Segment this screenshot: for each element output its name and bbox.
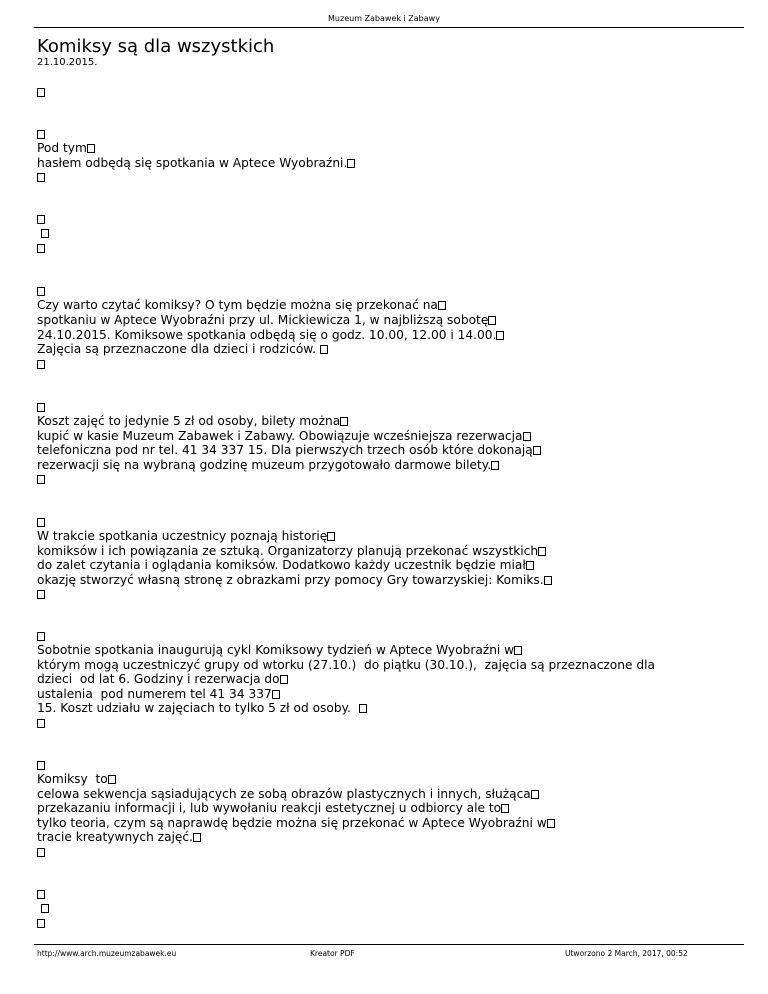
text-line <box>37 800 509 816</box>
placeholder-line <box>37 225 49 241</box>
missing-glyph-icon <box>37 475 45 484</box>
footer-divider <box>34 944 744 945</box>
missing-glyph-icon <box>347 159 355 168</box>
missing-glyph-icon <box>544 576 552 585</box>
placeholder-line <box>37 240 45 256</box>
missing-glyph-icon <box>193 833 201 842</box>
missing-glyph-icon <box>37 848 45 857</box>
line-text: komiksów i ich powiązania ze sztuką. Organizatorzy planują przekonać wszystkich <box>37 544 539 558</box>
text-line <box>37 528 335 544</box>
missing-glyph-icon <box>41 229 49 238</box>
line-text: dzieci od lat 6. Godziny i rezerwacja do <box>37 672 280 686</box>
line-text: do zalet czytania i oglądania komiksów. Dodatkowo każdy uczestnik będzie miał <box>37 558 526 572</box>
text-line <box>37 312 496 328</box>
missing-glyph-icon <box>37 130 45 139</box>
missing-glyph-icon <box>37 403 45 412</box>
missing-glyph-icon <box>340 417 348 426</box>
missing-glyph-icon <box>37 173 45 182</box>
line-text: spotkaniu w Aptece Wyobraźni przy ul. Mickiewicza 1, w najbliższą sobotę <box>37 313 489 327</box>
missing-glyph-icon <box>37 287 45 296</box>
line-text: Koszt zajęć to jedynie 5 zł od osoby, bilety można <box>37 414 341 428</box>
missing-glyph-icon <box>496 331 504 340</box>
missing-glyph-icon <box>37 88 45 97</box>
text-line <box>37 771 116 787</box>
line-text: okazję stworzyć własną stronę z obrazkami przy pomocy Gry towarzyskiej: Komiks. <box>37 573 544 587</box>
text-line <box>37 140 95 156</box>
page-header: Muzeum Zabawek i Zabawy <box>328 14 440 23</box>
missing-glyph-icon <box>37 761 45 770</box>
footer-url: http://www.arch.muzeumzabawek.eu <box>37 949 177 958</box>
missing-glyph-icon <box>280 675 288 684</box>
text-line <box>37 341 328 357</box>
line-text: Zajęcia są przeznaczone dla dzieci i rodziców. <box>37 342 320 356</box>
placeholder-line <box>37 900 49 916</box>
missing-glyph-icon <box>359 704 367 713</box>
missing-glyph-icon <box>87 144 95 153</box>
missing-glyph-icon <box>538 547 546 556</box>
missing-glyph-icon <box>37 919 45 928</box>
line-text: tracie kreatywnych zajęć. <box>37 830 194 844</box>
text-line <box>37 155 355 171</box>
text-line <box>37 642 522 658</box>
placeholder-line <box>37 84 45 100</box>
header-divider <box>34 27 744 28</box>
line-text: celowa sekwencja sąsiadujących ze sobą obrazów plastycznych i innych, służąca <box>37 787 531 801</box>
line-text: Sobotnie spotkania inaugurują cykl Komiksowy tydzień w Aptece Wyobraźni w <box>37 643 515 657</box>
missing-glyph-icon <box>523 432 531 441</box>
missing-glyph-icon <box>41 904 49 913</box>
missing-glyph-icon <box>37 890 45 899</box>
footer-created: Utworzono 2 March, 2017, 00:52 <box>565 949 688 958</box>
line-text: Czy warto czytać komiksy? O tym będzie można się przekonać na <box>37 298 438 312</box>
placeholder-line <box>37 169 45 185</box>
missing-glyph-icon <box>108 775 116 784</box>
line-text: kupić w kasie Muzeum Zabawek i Zabawy. Obowiązuje wcześniejsza rezerwacja <box>37 429 523 443</box>
missing-glyph-icon <box>547 819 555 828</box>
line-text: telefoniczna pod nr tel. 41 34 337 15. Dla pierwszych trzech osób które dokonają <box>37 443 533 457</box>
missing-glyph-icon <box>531 790 539 799</box>
missing-glyph-icon <box>438 301 446 310</box>
placeholder-line <box>37 586 45 602</box>
missing-glyph-icon <box>272 690 280 699</box>
text-line <box>37 442 541 458</box>
text-line <box>37 297 446 313</box>
missing-glyph-icon <box>37 244 45 253</box>
line-text: rezerwacji się na wybraną godzinę muzeum przygotowało darmowe bilety. <box>37 458 492 472</box>
missing-glyph-icon <box>327 532 335 541</box>
missing-glyph-icon <box>37 518 45 527</box>
missing-glyph-icon <box>37 632 45 641</box>
text-line <box>37 700 367 716</box>
placeholder-line <box>37 715 45 731</box>
missing-glyph-icon <box>501 804 509 813</box>
text-line <box>37 829 201 845</box>
footer-generator: Kreator PDF <box>310 949 355 958</box>
text-line <box>37 457 499 473</box>
text-line <box>37 572 552 588</box>
missing-glyph-icon <box>37 719 45 728</box>
text-line <box>37 557 534 573</box>
missing-glyph-icon <box>526 561 534 570</box>
line-text: którym mogą uczestniczyć grupy od wtorku (27.10.) do piątku (30.10.), zajęcia są przeznaczone dla <box>37 658 655 672</box>
text-line <box>37 413 348 429</box>
missing-glyph-icon <box>491 461 499 470</box>
placeholder-line <box>37 915 45 931</box>
missing-glyph-icon <box>37 590 45 599</box>
missing-glyph-icon <box>37 360 45 369</box>
text-line <box>37 671 288 687</box>
line-text: Pod tym <box>37 141 87 155</box>
missing-glyph-icon <box>320 345 328 354</box>
missing-glyph-icon <box>37 215 45 224</box>
line-text: W trakcie spotkania uczestnicy poznają historię <box>37 529 328 543</box>
missing-glyph-icon <box>488 316 496 325</box>
missing-glyph-icon <box>533 446 541 455</box>
line-text: przekazaniu informacji i, lub wywołaniu reakcji estetycznej u odbiorcy ale to <box>37 801 502 815</box>
missing-glyph-icon <box>514 646 522 655</box>
placeholder-line <box>37 356 45 372</box>
line-text: Komiksy to <box>37 772 108 786</box>
line-text: hasłem odbędą się spotkania w Aptece Wyobraźni. <box>37 156 348 170</box>
placeholder-line <box>37 844 45 860</box>
line-text: ustalenia pod numerem tel 41 34 337 <box>37 687 272 701</box>
line-text: 15. Koszt udziału w zajęciach to tylko 5 zł od osoby. <box>37 701 359 715</box>
article-title: Komiksy są dla wszystkich <box>37 36 275 57</box>
article-date: 21.10.2015. <box>37 57 98 68</box>
line-text: 24.10.2015. Komiksowe spotkania odbędą się o godz. 10.00, 12.00 i 14.00. <box>37 328 497 342</box>
placeholder-line <box>37 471 45 487</box>
line-text: tylko teoria, czym są naprawdę będzie można się przekonać w Aptece Wyobraźni w <box>37 816 547 830</box>
